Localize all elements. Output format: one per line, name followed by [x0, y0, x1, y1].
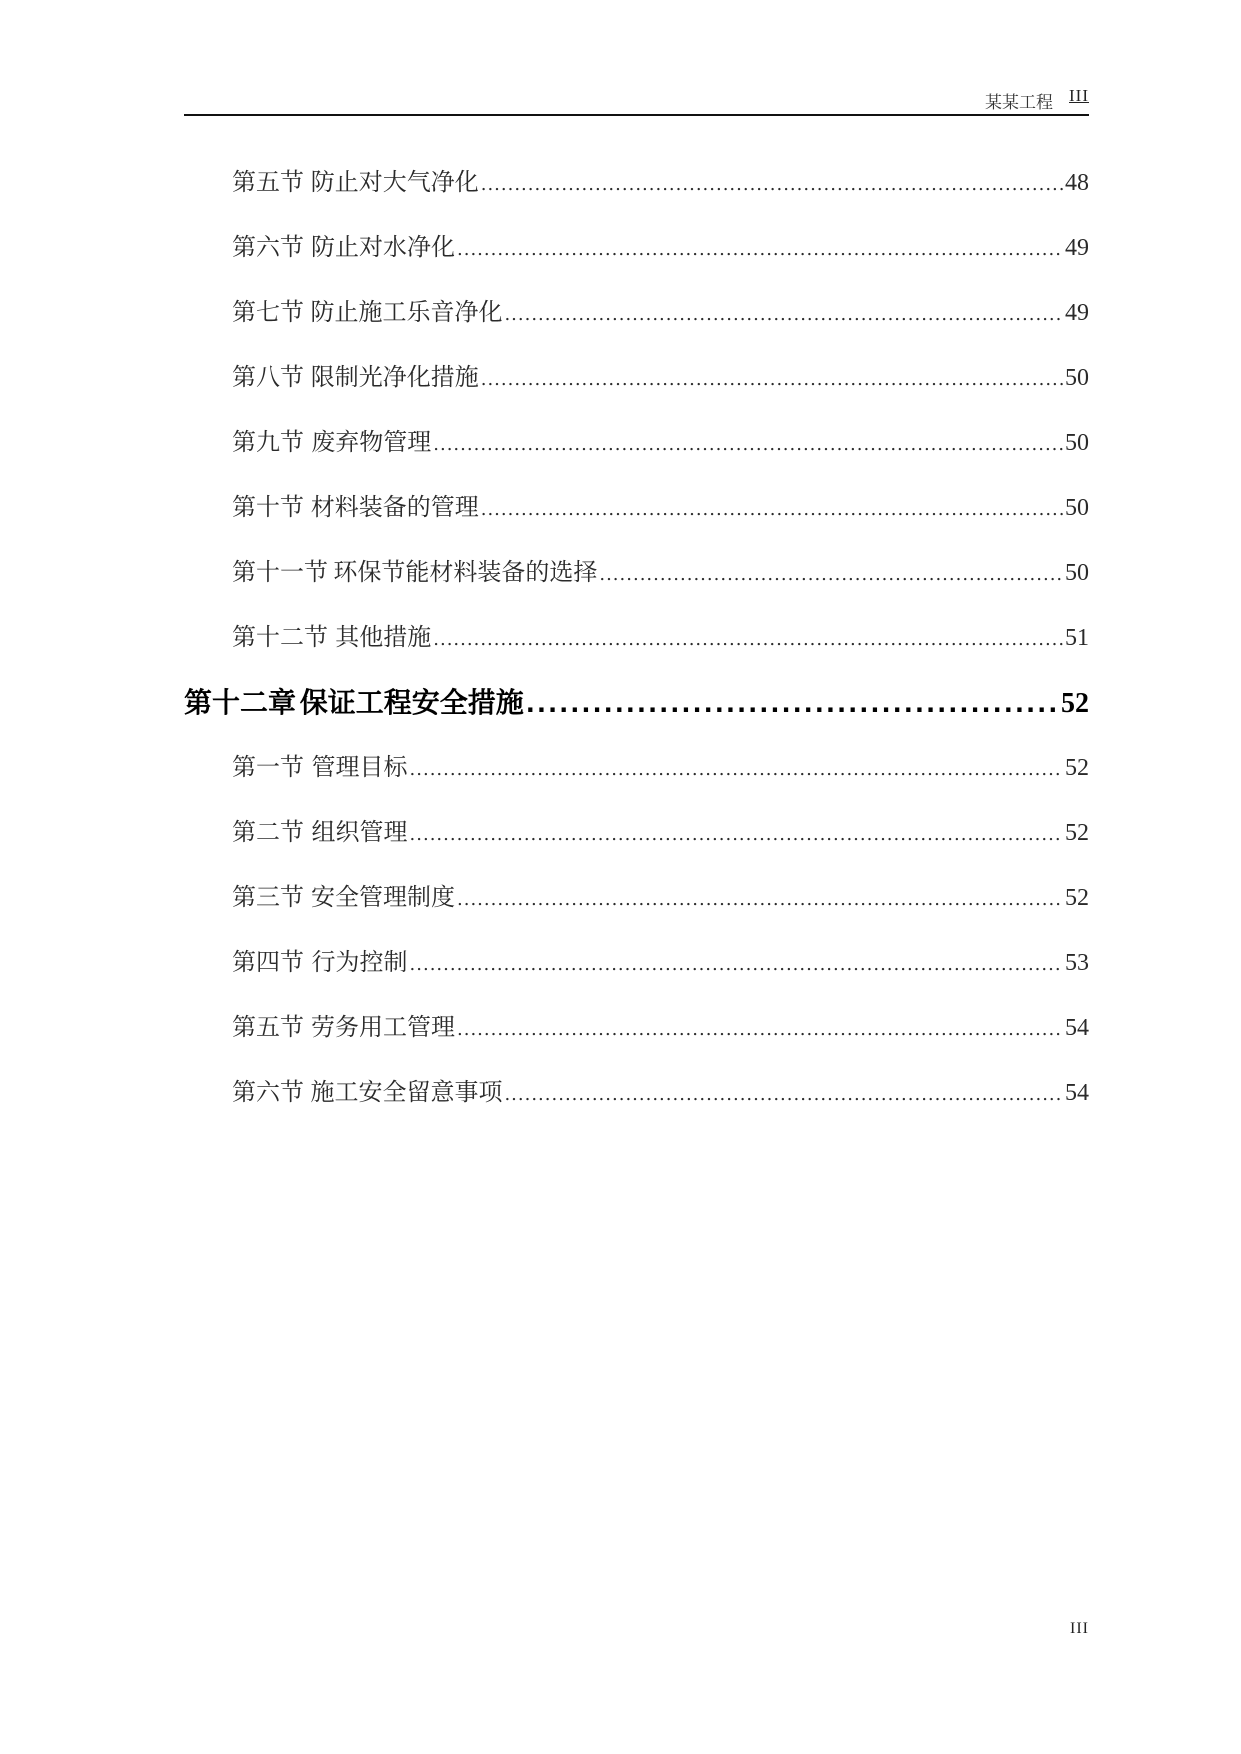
header-title: 某某工程 [985, 93, 1053, 113]
toc-entry-label: 第七节 [232, 298, 304, 326]
toc-dot-leader [599, 540, 1063, 607]
toc-section-entry[interactable] [184, 475, 1089, 540]
toc-entry-label: 第六节 [232, 1078, 304, 1106]
table-of-contents [184, 150, 1089, 1125]
toc-section-entry[interactable] [184, 865, 1089, 930]
toc-entry-label: 第四节 [232, 948, 304, 976]
toc-entry-page-number: 50 [1065, 430, 1089, 456]
toc-entry-title: 管理目标 [311, 753, 408, 781]
toc-entry-title: 其他措施 [335, 623, 432, 651]
toc-dot-leader [433, 605, 1063, 672]
toc-entry-title: 环保节能材料装备的选择 [333, 558, 598, 586]
toc-dot-leader [410, 930, 1063, 997]
toc-section-entry[interactable] [184, 930, 1089, 995]
toc-section-entry[interactable] [184, 345, 1089, 410]
toc-chapter-entry[interactable] [184, 670, 1089, 735]
toc-entry-page-number: 49 [1065, 235, 1089, 261]
toc-entry-label: 第九节 [232, 428, 304, 456]
toc-section-entry[interactable] [184, 605, 1089, 670]
toc-entry-page-number: 50 [1065, 495, 1089, 521]
toc-dot-leader [457, 995, 1063, 1062]
toc-dot-leader [504, 1060, 1063, 1127]
toc-entry-page-number: 52 [1065, 885, 1089, 911]
toc-section-entry[interactable] [184, 280, 1089, 345]
toc-section-entry[interactable] [184, 735, 1089, 800]
toc-entry-title: 保证工程安全措施 [299, 686, 524, 719]
toc-entry-label: 第五节 [232, 168, 304, 196]
toc-dot-leader [504, 280, 1063, 347]
toc-entry-page-number: 51 [1065, 625, 1089, 651]
toc-entry-title: 组织管理 [311, 818, 408, 846]
toc-entry-label: 第十二章 [184, 686, 297, 719]
toc-entry-page-number: 52 [1065, 820, 1089, 846]
toc-entry-page-number: 52 [1065, 755, 1089, 781]
page-header [184, 84, 1089, 116]
header-page-number: III [1069, 86, 1089, 105]
toc-entry-title: 防止对大气净化 [310, 168, 479, 196]
toc-entry-page-number: 53 [1065, 950, 1089, 976]
toc-entry-title: 安全管理制度 [311, 883, 455, 911]
toc-entry-title: 废弃物管理 [311, 428, 432, 456]
toc-dot-leader [410, 800, 1063, 867]
toc-section-entry[interactable] [184, 1060, 1089, 1125]
toc-dot-leader [457, 865, 1063, 932]
toc-entry-title: 防止施工乐音净化 [310, 298, 503, 326]
toc-entry-page-number: 50 [1065, 560, 1089, 586]
toc-entry-label: 第五节 [232, 1013, 304, 1041]
toc-entry-title: 防止对水净化 [311, 233, 455, 261]
footer-page-number: III [1070, 1620, 1089, 1637]
toc-dot-leader [457, 215, 1063, 282]
toc-entry-title: 材料装备的管理 [310, 493, 479, 521]
toc-dot-leader [526, 670, 1059, 737]
toc-dot-leader [481, 150, 1063, 217]
toc-entry-title: 行为控制 [311, 948, 408, 976]
toc-entry-label: 第十节 [232, 493, 304, 521]
toc-dot-leader [410, 735, 1063, 802]
toc-entry-page-number: 54 [1065, 1015, 1089, 1041]
toc-section-entry[interactable] [184, 995, 1089, 1060]
toc-entry-title: 限制光净化措施 [310, 363, 479, 391]
toc-entry-page-number: 49 [1065, 300, 1089, 326]
toc-dot-leader [481, 345, 1063, 412]
toc-section-entry[interactable] [184, 150, 1089, 215]
toc-entry-page-number: 48 [1065, 170, 1089, 196]
toc-section-entry[interactable] [184, 410, 1089, 475]
toc-entry-label: 第六节 [232, 233, 304, 261]
toc-entry-label: 第二节 [232, 818, 304, 846]
toc-dot-leader [433, 410, 1063, 477]
toc-entry-label: 第十二节 [232, 623, 328, 651]
toc-section-entry[interactable] [184, 540, 1089, 605]
toc-entry-title: 施工安全留意事项 [310, 1078, 503, 1106]
toc-entry-title: 劳务用工管理 [311, 1013, 455, 1041]
toc-entry-label: 第一节 [232, 753, 304, 781]
toc-entry-label: 第十一节 [232, 558, 328, 586]
toc-entry-page-number: 50 [1065, 365, 1089, 391]
toc-entry-page-number: 52 [1061, 688, 1089, 719]
toc-section-entry[interactable] [184, 215, 1089, 280]
toc-entry-label: 第三节 [232, 883, 304, 911]
header-rule [184, 114, 1089, 116]
toc-dot-leader [481, 475, 1063, 542]
toc-section-entry[interactable] [184, 800, 1089, 865]
toc-entry-page-number: 54 [1065, 1080, 1089, 1106]
toc-entry-label: 第八节 [232, 363, 304, 391]
